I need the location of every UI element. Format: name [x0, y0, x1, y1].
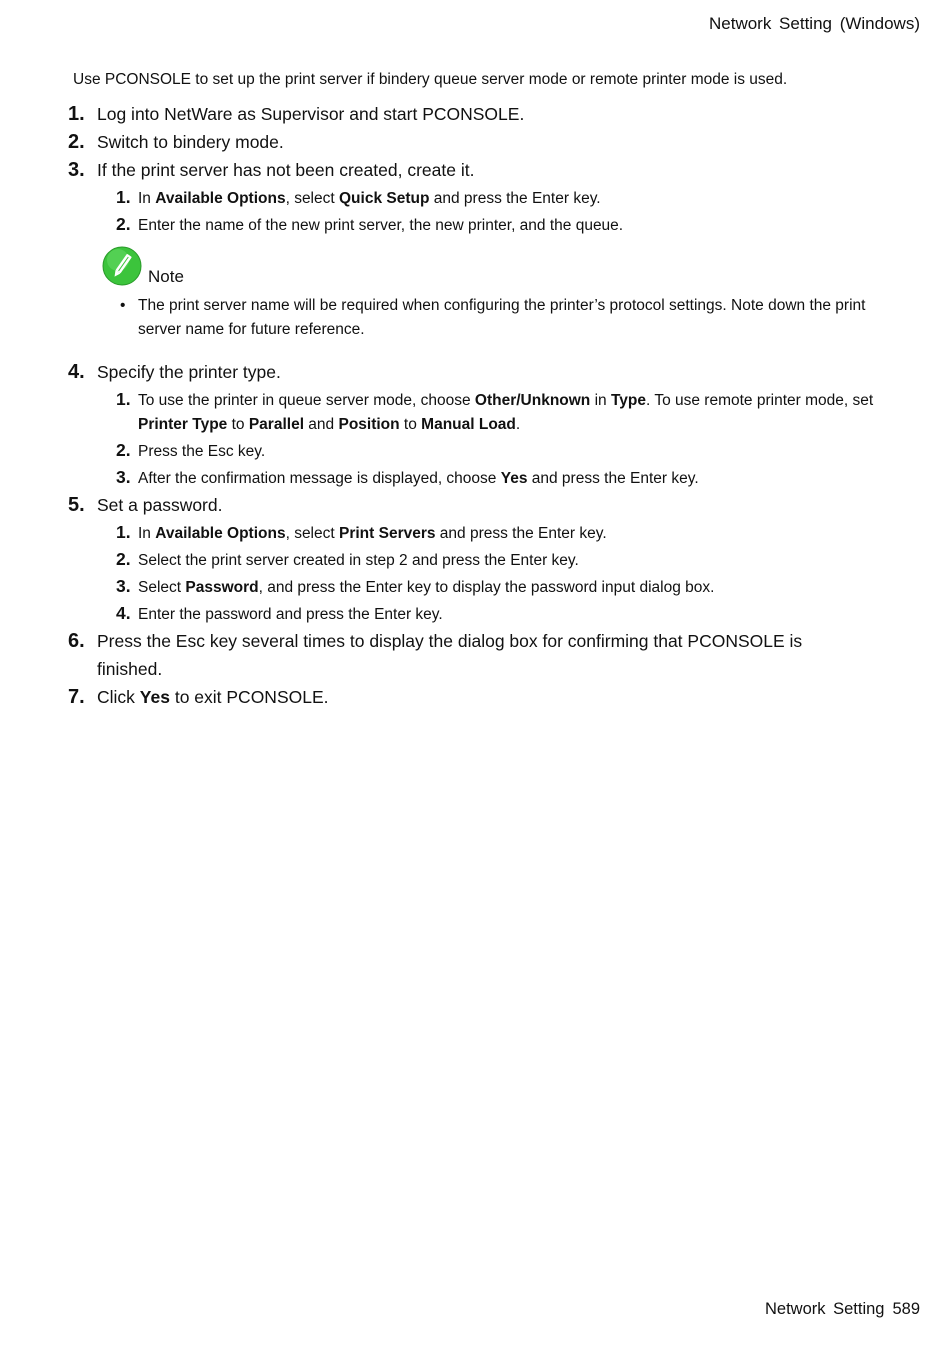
substep-text: In Available Options, select Print Servers and press the Enter key. [138, 525, 607, 542]
ui-term: Yes [139, 687, 170, 707]
substep-text: Press the Esc key. [138, 443, 266, 460]
intro-paragraph: Use PCONSOLE to set up the print server if bindery queue server mode or remote printer mode is used. [73, 71, 788, 88]
ui-term: Type [610, 392, 646, 409]
step-2 [68, 128, 878, 156]
substep-number: 1. [116, 389, 131, 409]
pencil-note-icon [102, 246, 142, 286]
substep-5-3 [116, 574, 878, 600]
step-text: If the print server has not been created, create it. [97, 160, 475, 180]
ui-term: Quick Setup [339, 190, 430, 207]
substep-5-1 [116, 520, 878, 546]
substep-4-1 [116, 387, 878, 437]
substep-number: 1. [116, 187, 131, 207]
substep-text: After the confirmation message is displayed, choose Yes and press the Enter key. [138, 470, 699, 487]
ui-term: Yes [500, 470, 528, 487]
footer-section: Network Setting [765, 1300, 885, 1318]
step-1 [68, 100, 878, 128]
substep-4-2 [116, 438, 878, 464]
step-6 [68, 627, 878, 683]
substep-text: Enter the name of the new print server, the new printer, and the queue. [138, 217, 624, 234]
ui-term: Available Options [155, 190, 286, 207]
substep-5-2 [116, 547, 878, 573]
step-text: Specify the printer type. [97, 362, 281, 382]
substep-number: 3. [116, 467, 131, 487]
step-number: 5. [68, 494, 85, 516]
step-text: Log into NetWare as Supervisor and start PCONSOLE. [97, 104, 525, 124]
bullet-icon: • [120, 297, 126, 314]
substep-number: 2. [116, 549, 131, 569]
note-box [102, 246, 878, 342]
substep-number: 2. [116, 214, 131, 234]
ui-term: Password [185, 579, 259, 596]
page-footer [765, 1300, 920, 1319]
substep-4-3 [116, 465, 878, 491]
substep-5-4 [116, 601, 878, 627]
note-header [102, 246, 878, 286]
substep-text: Select Password, and press the Enter key to display the password input dialog box. [138, 579, 715, 596]
step-number: 7. [68, 686, 85, 708]
ui-term: Parallel [248, 416, 304, 433]
step-number: 6. [68, 630, 85, 652]
ui-term: Printer Type [138, 416, 228, 433]
page-number: 589 [892, 1300, 920, 1318]
running-header: Network Setting (Windows) [708, 14, 920, 33]
ui-term: Position [338, 416, 400, 433]
note-label: Note [148, 267, 184, 286]
note-list-item [120, 294, 878, 342]
step-text: Press the Esc key several times to display the dialog box for confirming that PCONSOLE is finished. [97, 631, 803, 679]
ui-term: Available Options [155, 525, 286, 542]
step-7 [68, 683, 878, 711]
substep-text: In Available Options, select Quick Setup and press the Enter key. [138, 190, 601, 207]
step-text: Click Yes to exit PCONSOLE. [97, 687, 329, 707]
substep-3-1 [116, 185, 878, 211]
ui-term: Manual Load [421, 416, 516, 433]
ui-term: Other/Unknown [474, 392, 591, 409]
substep-text: Enter the password and press the Enter key. [138, 606, 443, 623]
substep-number: 2. [116, 440, 131, 460]
step-number: 4. [68, 361, 85, 383]
step-4 [68, 358, 878, 386]
note-text: The print server name will be required when configuring the printer’s protocol settings. Note down the print server name for future reference. [138, 297, 866, 338]
substep-text: Select the print server created in step 2 and press the Enter key. [138, 552, 579, 569]
step-number: 2. [68, 131, 85, 153]
substep-number: 1. [116, 522, 131, 542]
step-number: 3. [68, 159, 85, 181]
substep-text: To use the printer in queue server mode, choose Other/Unknown in Type. To use remote printer mode, set Printer Type to Parallel and Position to Manual Load. [138, 392, 874, 433]
step-text: Set a password. [97, 495, 223, 515]
step-number: 1. [68, 103, 85, 125]
substep-3-2 [116, 212, 878, 238]
step-5 [68, 491, 878, 519]
step-text: Switch to bindery mode. [97, 132, 284, 152]
substep-number: 4. [116, 603, 131, 623]
ui-term: Print Servers [339, 525, 436, 542]
step-3 [68, 156, 878, 184]
substep-number: 3. [116, 576, 131, 596]
procedure [68, 100, 878, 711]
